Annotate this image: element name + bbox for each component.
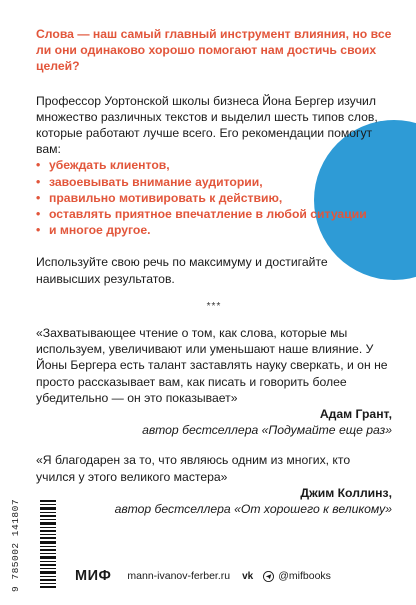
quote-author-role: автор бестселлера «От хорошего к великому» [114, 502, 392, 517]
isbn-barcode [40, 500, 56, 588]
quote-text: «Я благодарен за то, что являюсь одним из многих, кто учился у этого великого мастера» [36, 453, 351, 484]
list-item: • убеждать клиентов, [36, 157, 392, 173]
quote-author: Джим Коллинз, [300, 485, 392, 500]
quote-attribution [36, 406, 392, 438]
back-cover-text [36, 26, 392, 531]
quote-attribution [36, 485, 392, 517]
vk-icon[interactable]: vk [242, 570, 254, 582]
social-handle[interactable]: @mifbooks [278, 570, 331, 582]
list-item: • завоевывать внимание аудитории, [36, 174, 392, 190]
isbn-digits: 9 785002 141807 [10, 498, 21, 592]
quote-author-role: автор бестселлера «Подумайте еще раз» [142, 423, 392, 438]
lead-question: Слова — наш самый главный инструмент влияния, но все ли они одинаково хорошо помогают нам достичь своих целей? [36, 27, 392, 74]
publisher-website[interactable]: mann-ivanov-ferber.ru [127, 570, 231, 582]
publisher-logo: МИФ [75, 568, 112, 584]
quote-text: «Захватывающее чтение о том, как слова, которые мы используем, увеличивают или уменьшают наше влияние. У Йоны Бергера есть талант заставлять науку сверкать, и он не просто рассказывает вам, как писать и говорить более убедительно — он это показывает» [36, 326, 388, 405]
telegram-icon[interactable] [263, 571, 274, 582]
separator-stars: *** [206, 300, 222, 312]
quote-author: Адам Грант, [319, 407, 392, 422]
closing-paragraph: Используйте свою речь по максимуму и достигайте наивысших результатов. [36, 255, 328, 286]
list-item: • оставлять приятное впечатление в любой ситуации [36, 206, 392, 222]
list-item: • правильно мотивировать к действию, [36, 190, 392, 206]
benefits-list [36, 157, 392, 238]
intro-paragraph: Профессор Уортонской школы бизнеса Йона Бергер изучил множество различных текстов и выделил шесть типов слов, которые работают лучше всего. Его рекомендации помогут вам: [36, 93, 378, 157]
list-item: • и многое другое. [36, 222, 392, 238]
publisher-footer [75, 566, 331, 586]
